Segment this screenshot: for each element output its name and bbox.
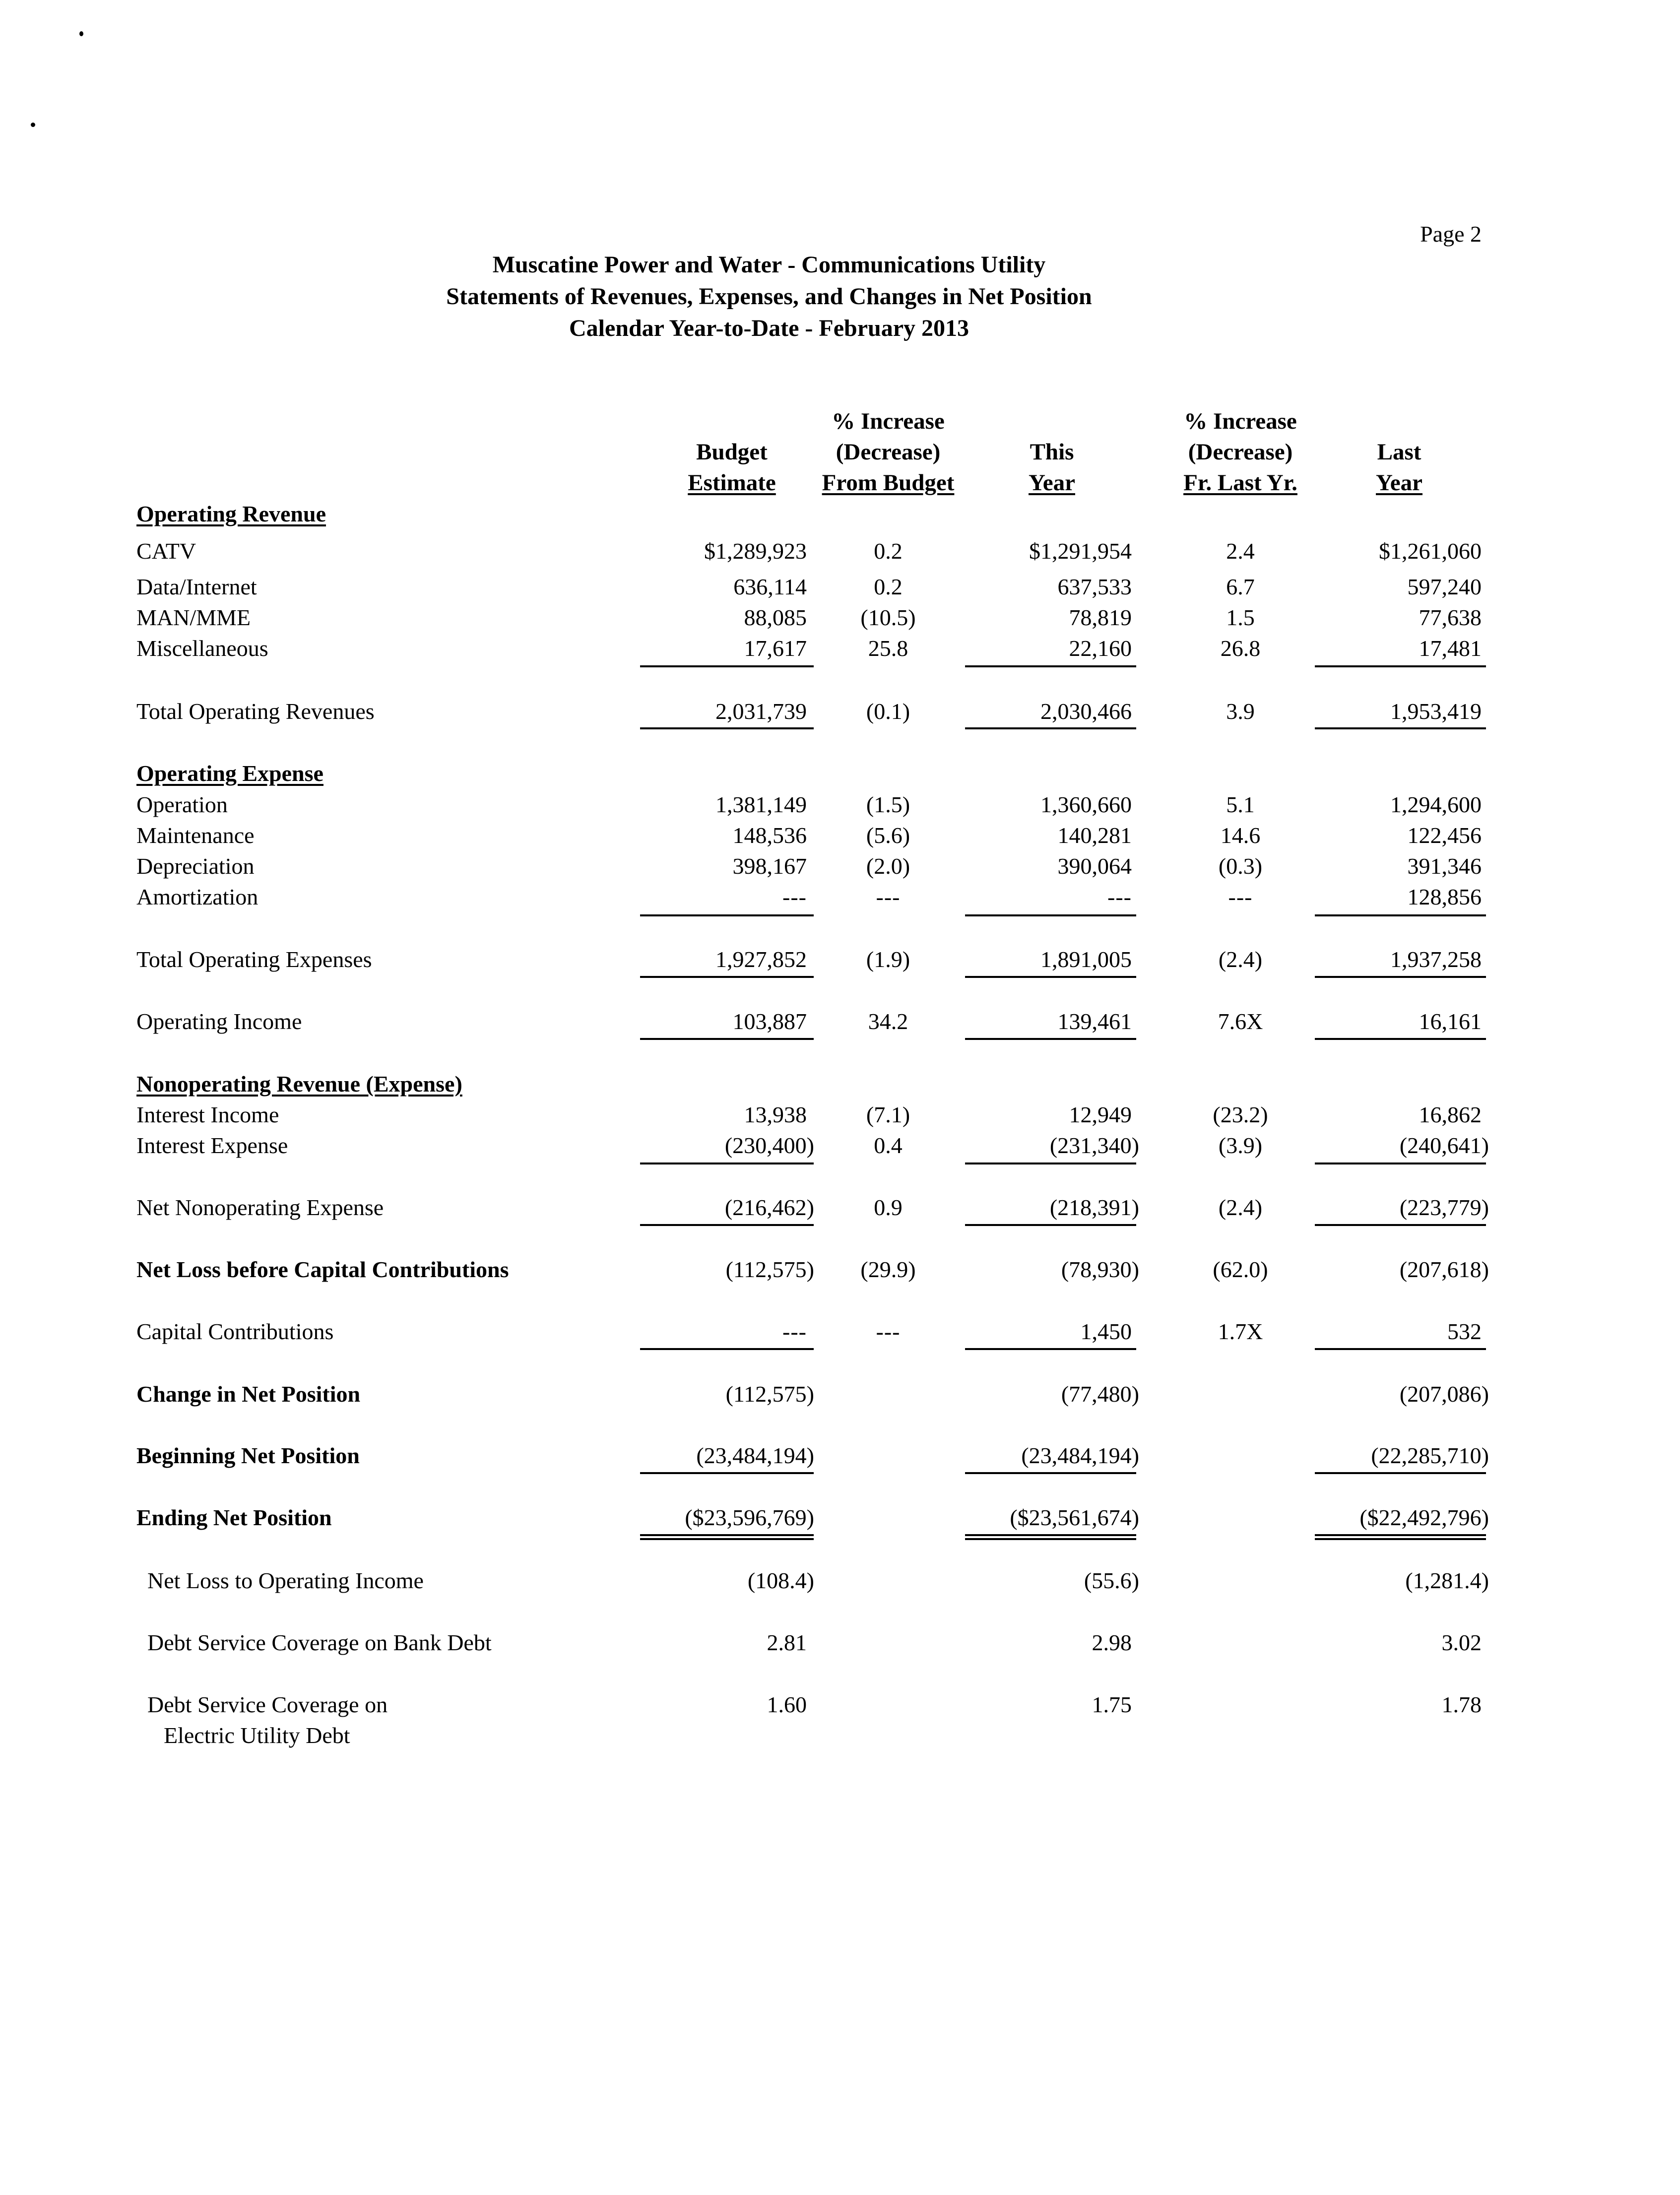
- cell-this-year: 140,281: [1057, 823, 1132, 848]
- row-label: Net Loss before Capital Contributions: [136, 1257, 509, 1282]
- total-rule: [1315, 976, 1486, 978]
- cell-this-year: 78,819: [1069, 605, 1132, 630]
- cell-budget: 148,536: [732, 823, 807, 848]
- table-row-dsc-bank-debt: [0, 1627, 1680, 1658]
- cell-last-year: 77,638: [1419, 605, 1482, 630]
- subtotal-rule: [640, 1162, 814, 1164]
- row-label: Maintenance: [136, 823, 255, 848]
- cell-pct-budget: 0.2: [874, 538, 903, 564]
- header-last-year-line2: Year: [1376, 470, 1422, 496]
- header-budget-line2: Estimate: [688, 470, 776, 496]
- cell-this-year: (231,340): [1049, 1133, 1139, 1158]
- total-rule: [640, 1348, 814, 1350]
- row-label: Debt Service Coverage on Bank Debt: [147, 1630, 492, 1655]
- cell-last-year: (207,086): [1399, 1381, 1489, 1407]
- cell-pct-last: 7.6X: [1218, 1009, 1263, 1034]
- table-row-dsc-electric-debt: [0, 1689, 1680, 1720]
- cell-pct-last: 26.8: [1220, 636, 1261, 661]
- cell-pct-last: 6.7: [1226, 574, 1255, 599]
- total-rule: [640, 1224, 814, 1226]
- cell-pct-budget: (1.5): [866, 792, 910, 817]
- cell-this-year: (78,930): [1061, 1257, 1139, 1282]
- total-rule: [965, 1038, 1136, 1040]
- header-this-year-line1: This: [1030, 439, 1074, 465]
- cell-this-year: 1.75: [1092, 1692, 1132, 1717]
- row-label: Capital Contributions: [136, 1319, 334, 1344]
- scan-speck: [31, 123, 35, 127]
- total-rule: [1315, 727, 1486, 729]
- header-budget-line1: Budget: [696, 439, 768, 465]
- cell-pct-budget: 34.2: [868, 1009, 908, 1034]
- table-row-net-loss-before-capital-contributions: [0, 1254, 1680, 1285]
- total-rule: [965, 1472, 1136, 1474]
- header-last-year-line1: Last: [1377, 439, 1422, 465]
- cell-last-year: 128,856: [1407, 884, 1482, 909]
- total-rule: [640, 1038, 814, 1040]
- cell-last-year: 1.78: [1441, 1692, 1482, 1717]
- table-row-net-loss-to-operating-income: [0, 1565, 1680, 1596]
- section-label: Operating Expense: [136, 761, 323, 786]
- total-rule: [640, 727, 814, 729]
- cell-pct-budget: 0.9: [874, 1195, 903, 1220]
- table-row-miscellaneous: [0, 633, 1680, 664]
- double-rule: [965, 1538, 1136, 1540]
- cell-last-year: ($22,492,796): [1359, 1505, 1489, 1530]
- header-budget-estimate: [665, 437, 799, 498]
- row-label: Operation: [136, 792, 228, 817]
- cell-pct-budget: ---: [876, 1319, 901, 1344]
- double-rule: [1315, 1538, 1486, 1540]
- subtotal-rule: [640, 665, 814, 667]
- row-label: Change in Net Position: [136, 1381, 361, 1407]
- section-operating-revenue: [0, 499, 1680, 529]
- cell-pct-budget: (1.9): [866, 947, 910, 972]
- total-rule: [1315, 1038, 1486, 1040]
- cell-this-year: 139,461: [1057, 1009, 1132, 1034]
- cell-budget: 2.81: [767, 1630, 807, 1655]
- table-row-total-operating-revenues: [0, 696, 1680, 727]
- cell-pct-last: 1.7X: [1218, 1319, 1263, 1344]
- cell-budget: (108.4): [747, 1568, 814, 1593]
- cell-last-year: 122,456: [1407, 823, 1482, 848]
- cell-pct-last: (2.4): [1218, 947, 1263, 972]
- table-row-man-mme: [0, 602, 1680, 633]
- cell-last-year: 1,953,419: [1390, 699, 1482, 724]
- cell-pct-last: 5.1: [1226, 792, 1255, 817]
- table-row-total-operating-expenses: [0, 944, 1680, 975]
- cell-budget: (23,484,194): [696, 1443, 814, 1468]
- row-label: MAN/MME: [136, 605, 251, 630]
- cell-pct-budget: (5.6): [866, 823, 910, 848]
- cell-budget: 1,927,852: [715, 947, 807, 972]
- subtotal-rule: [965, 914, 1136, 916]
- cell-budget: (112,575): [725, 1257, 814, 1282]
- row-label: Ending Net Position: [136, 1505, 332, 1530]
- header-pct-budget-line1: (Decrease): [836, 439, 941, 465]
- cell-budget: ---: [782, 1319, 807, 1344]
- total-rule: [965, 976, 1136, 978]
- cell-pct-last: 3.9: [1226, 699, 1255, 724]
- cell-this-year: (23,484,194): [1021, 1443, 1139, 1468]
- cell-this-year: 1,450: [1080, 1319, 1132, 1344]
- table-row-data-internet: [0, 572, 1680, 602]
- cell-pct-budget: 0.4: [874, 1133, 903, 1158]
- title-line-period: Calendar Year-to-Date - February 2013: [569, 315, 969, 341]
- table-row-depreciation: [0, 851, 1680, 882]
- header-last-year: [1350, 437, 1449, 498]
- double-rule: [640, 1534, 814, 1536]
- table-row-maintenance: [0, 820, 1680, 851]
- cell-budget: (230,400): [724, 1133, 814, 1158]
- cell-this-year: ---: [1107, 884, 1132, 909]
- cell-this-year: (77,480): [1061, 1381, 1139, 1407]
- title-line-statement: Statements of Revenues, Expenses, and Changes in Net Position: [446, 283, 1092, 310]
- cell-last-year: (1,281.4): [1405, 1568, 1489, 1593]
- scan-speck: [79, 31, 83, 36]
- cell-this-year: (55.6): [1084, 1568, 1139, 1593]
- cell-this-year: (218,391): [1049, 1195, 1139, 1220]
- cell-pct-last: (23.2): [1213, 1102, 1268, 1127]
- header-this-year-line2: Year: [1029, 470, 1075, 496]
- row-label: Amortization: [136, 884, 258, 909]
- total-rule: [965, 727, 1136, 729]
- cell-budget: $1,289,923: [704, 538, 807, 564]
- header-pct-last-line1: (Decrease): [1188, 439, 1293, 465]
- row-label: Interest Income: [136, 1102, 279, 1127]
- total-rule: [1315, 1472, 1486, 1474]
- cell-pct-budget: (0.1): [866, 699, 910, 724]
- total-rule: [965, 1224, 1136, 1226]
- table-row-catv: [0, 536, 1680, 567]
- cell-budget: 17,617: [744, 636, 807, 661]
- cell-pct-last: 14.6: [1220, 823, 1261, 848]
- table-row-ending-net-position: [0, 1502, 1680, 1533]
- total-rule: [965, 1348, 1136, 1350]
- section-operating-expense: [0, 758, 1680, 789]
- header-pct-last-line2: Fr. Last Yr.: [1183, 470, 1297, 496]
- cell-budget: 103,887: [732, 1009, 807, 1034]
- subtotal-rule: [1315, 914, 1486, 916]
- title-line-org: Muscatine Power and Water - Communications Utility: [492, 252, 1046, 278]
- section-nonoperating: [0, 1069, 1680, 1099]
- cell-budget: 13,938: [744, 1102, 807, 1127]
- row-label: Beginning Net Position: [136, 1443, 360, 1468]
- row-label: Debt Service Coverage on: [147, 1692, 388, 1717]
- subtotal-rule: [640, 914, 814, 916]
- header-pct-budget-line2: From Budget: [822, 470, 955, 496]
- table-row-operating-income: [0, 1006, 1680, 1037]
- cell-last-year: 532: [1447, 1319, 1482, 1344]
- row-label: Depreciation: [136, 853, 255, 879]
- header-this-year: [1002, 437, 1101, 498]
- cell-pct-budget: (29.9): [860, 1257, 916, 1282]
- cell-pct-last: (3.9): [1218, 1133, 1263, 1158]
- cell-last-year: 3.02: [1441, 1630, 1482, 1655]
- cell-last-year: (207,618): [1399, 1257, 1489, 1282]
- cell-last-year: 17,481: [1419, 636, 1482, 661]
- section-label: Nonoperating Revenue (Expense): [136, 1071, 462, 1097]
- cell-this-year: 1,360,660: [1040, 792, 1132, 817]
- cell-budget: 1.60: [767, 1692, 807, 1717]
- total-rule: [1315, 1224, 1486, 1226]
- cell-pct-last: 2.4: [1226, 538, 1255, 564]
- cell-budget: 88,085: [744, 605, 807, 630]
- cell-last-year: (22,285,710): [1371, 1443, 1489, 1468]
- subtotal-rule: [965, 1162, 1136, 1164]
- header-pct-from-budget: [804, 406, 972, 498]
- cell-pct-budget: (10.5): [860, 605, 916, 630]
- cell-budget: 636,114: [733, 574, 807, 599]
- table-row-interest-expense: [0, 1130, 1680, 1161]
- table-row-beginning-net-position: [0, 1440, 1680, 1471]
- row-label: Net Nonoperating Expense: [136, 1195, 384, 1220]
- cell-this-year: 12,949: [1069, 1102, 1132, 1127]
- cell-last-year: (223,779): [1399, 1195, 1489, 1220]
- table-row-dsc-electric-debt-continued: [0, 1720, 1680, 1751]
- cell-last-year: $1,261,060: [1379, 538, 1482, 564]
- cell-last-year: 16,862: [1419, 1102, 1482, 1127]
- cell-pct-last: 1.5: [1226, 605, 1255, 630]
- cell-last-year: 597,240: [1407, 574, 1482, 599]
- double-rule: [965, 1534, 1136, 1536]
- cell-budget: (112,575): [725, 1381, 814, 1407]
- cell-this-year: 22,160: [1069, 636, 1132, 661]
- cell-budget: ---: [782, 884, 807, 909]
- cell-pct-budget: (2.0): [866, 853, 910, 879]
- cell-pct-budget: 25.8: [868, 636, 908, 661]
- cell-this-year: 637,533: [1057, 574, 1132, 599]
- cell-this-year: 2.98: [1092, 1630, 1132, 1655]
- double-rule: [640, 1538, 814, 1540]
- cell-budget: ($23,596,769): [685, 1505, 814, 1530]
- cell-pct-budget: 0.2: [874, 574, 903, 599]
- table-row-operation: [0, 789, 1680, 820]
- cell-pct-budget: (7.1): [866, 1102, 910, 1127]
- subtotal-rule: [965, 665, 1136, 667]
- cell-last-year: 391,346: [1407, 853, 1482, 879]
- total-rule: [1315, 1348, 1486, 1350]
- header-pct-budget-line0: % Increase: [832, 408, 945, 434]
- cell-budget: 398,167: [732, 853, 807, 879]
- table-row-interest-income: [0, 1099, 1680, 1130]
- cell-pct-budget: ---: [876, 884, 901, 909]
- row-label: Data/Internet: [136, 574, 257, 599]
- total-rule: [640, 976, 814, 978]
- cell-budget: 2,031,739: [715, 699, 807, 724]
- row-label: Net Loss to Operating Income: [147, 1568, 424, 1593]
- cell-pct-last: (2.4): [1218, 1195, 1263, 1220]
- page-number: Page 2: [1420, 221, 1482, 247]
- cell-last-year: (240,641): [1399, 1133, 1489, 1158]
- cell-last-year: 1,937,258: [1390, 947, 1482, 972]
- report-title: [189, 249, 1350, 344]
- subtotal-rule: [1315, 665, 1486, 667]
- cell-last-year: 1,294,600: [1390, 792, 1482, 817]
- cell-this-year: 390,064: [1057, 853, 1132, 879]
- table-row-change-in-net-position: [0, 1379, 1680, 1410]
- cell-pct-last: (62.0): [1213, 1257, 1268, 1282]
- header-pct-from-last-year: [1156, 406, 1325, 498]
- cell-this-year: $1,291,954: [1029, 538, 1132, 564]
- section-label: Operating Revenue: [136, 501, 326, 526]
- table-row-amortization: [0, 882, 1680, 912]
- row-label: Interest Expense: [136, 1133, 288, 1158]
- table-row-net-nonoperating-expense: [0, 1192, 1680, 1223]
- table-row-capital-contributions: [0, 1316, 1680, 1347]
- cell-pct-last: ---: [1228, 884, 1253, 909]
- cell-this-year: ($23,561,674): [1010, 1505, 1139, 1530]
- row-label-line2: Electric Utility Debt: [164, 1723, 350, 1748]
- row-label: Operating Income: [136, 1009, 302, 1034]
- cell-last-year: 16,161: [1419, 1009, 1482, 1034]
- row-label: CATV: [136, 538, 196, 564]
- cell-budget: (216,462): [724, 1195, 814, 1220]
- cell-budget: 1,381,149: [715, 792, 807, 817]
- row-label: Total Operating Expenses: [136, 947, 372, 972]
- total-rule: [640, 1472, 814, 1474]
- row-label: Total Operating Revenues: [136, 699, 375, 724]
- subtotal-rule: [1315, 1162, 1486, 1164]
- header-pct-last-line0: % Increase: [1184, 408, 1297, 434]
- cell-pct-last: (0.3): [1218, 853, 1263, 879]
- double-rule: [1315, 1534, 1486, 1536]
- row-label: Miscellaneous: [136, 636, 268, 661]
- cell-this-year: 2,030,466: [1040, 699, 1132, 724]
- cell-this-year: 1,891,005: [1040, 947, 1132, 972]
